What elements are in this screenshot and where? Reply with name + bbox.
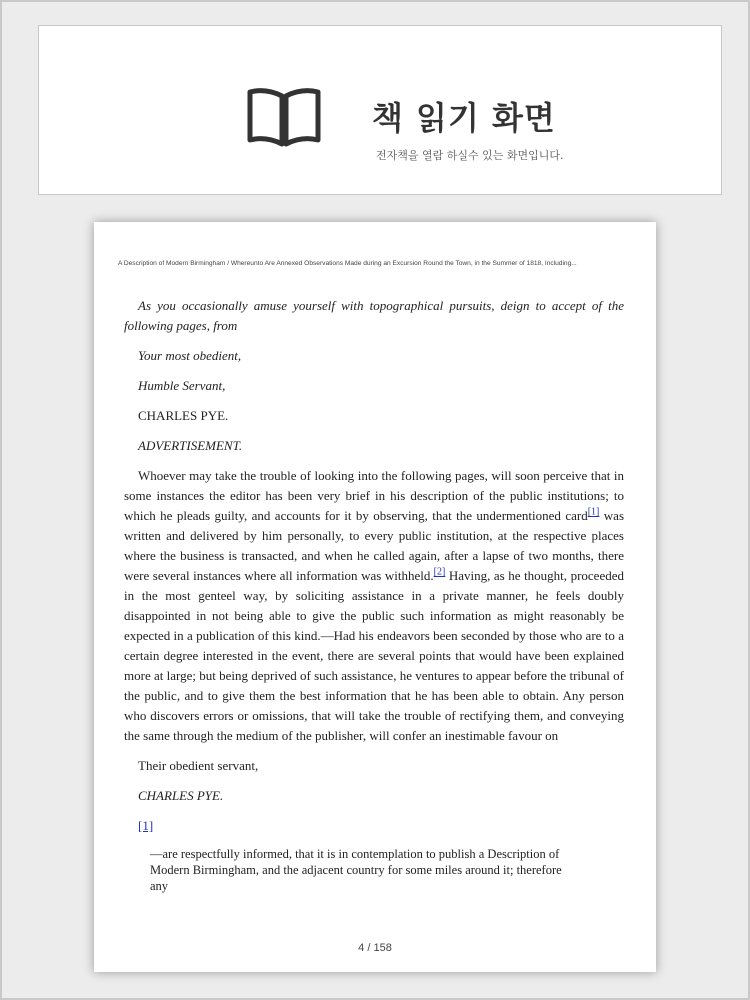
author-signature: CHARLES PYE. <box>138 408 229 423</box>
paragraph-text: Whoever may take the trouble of looking into the following pages, will soon perceive that in some instances the editor has been very brief in his description of the public institutions; to which he pleads guilty, and accounts for it by observing, that the undermentioned card <box>124 468 624 523</box>
book-text <box>124 296 624 904</box>
page-indicator: 4 / 158 <box>358 942 392 954</box>
page-subtitle: 전자책을 열람 하실수 있는 화면입니다. <box>376 149 564 162</box>
paragraph-text: Having, as he thought, proceeded in the most genteel way, by soliciting assistance in a private manner, he feels doubly disappointed in not being able to give the public such information as might reasonably be expected in a publication of this kind.—Had his endeavors been seconded by those who are to a certain degree interested in the event, there are several points that would have been explained more at large; but being deprived of such assistance, he ventures to appear before the tribunal of the public, and to give them the best information that he has been able to obtain. Any person who discovers errors or omissions, that will take the trouble of rectifying them, and conveying the same through the medium of the publisher, will confer an inestimable favour on <box>124 568 624 743</box>
author-signature: CHARLES PYE. <box>138 788 224 803</box>
section-heading: ADVERTISEMENT. <box>138 438 243 453</box>
footnote-link-2[interactable]: [2] <box>433 566 446 578</box>
closing-line: Your most obedient, <box>138 348 242 363</box>
footnote-link-1[interactable]: [1] <box>587 506 600 518</box>
open-book-icon <box>244 76 324 156</box>
footnote-backlink[interactable]: [1] <box>138 818 154 833</box>
page-title: 책 읽기 화면 <box>372 99 556 137</box>
footnote-text: —are respectfully informed, that it is in contemplation to publish a Description of Modern Birmingham, and the adjacent country for some miles around it; therefore any <box>150 847 562 893</box>
header-banner <box>38 25 722 195</box>
closing-line: Humble Servant, <box>138 378 226 393</box>
running-head: A Description of Modern Birmingham / Whereunto Are Annexed Observations Made during an Excursion Round the Town, in the Summer of 1818, Including... <box>118 260 577 267</box>
advertisement-paragraph <box>124 466 624 746</box>
closing-line: Their obedient servant, <box>138 758 259 773</box>
book-page[interactable] <box>94 222 656 972</box>
paragraph-text: was written and delivered by him personally, to every public institution, at the respective places where the business is transacted, and when he called again, after a lapse of two months, there were several instances where all information was withheld. <box>124 508 625 583</box>
dedication-paragraph: As you occasionally amuse yourself with topographical pursuits, deign to accept of the following pages, from <box>124 298 624 333</box>
